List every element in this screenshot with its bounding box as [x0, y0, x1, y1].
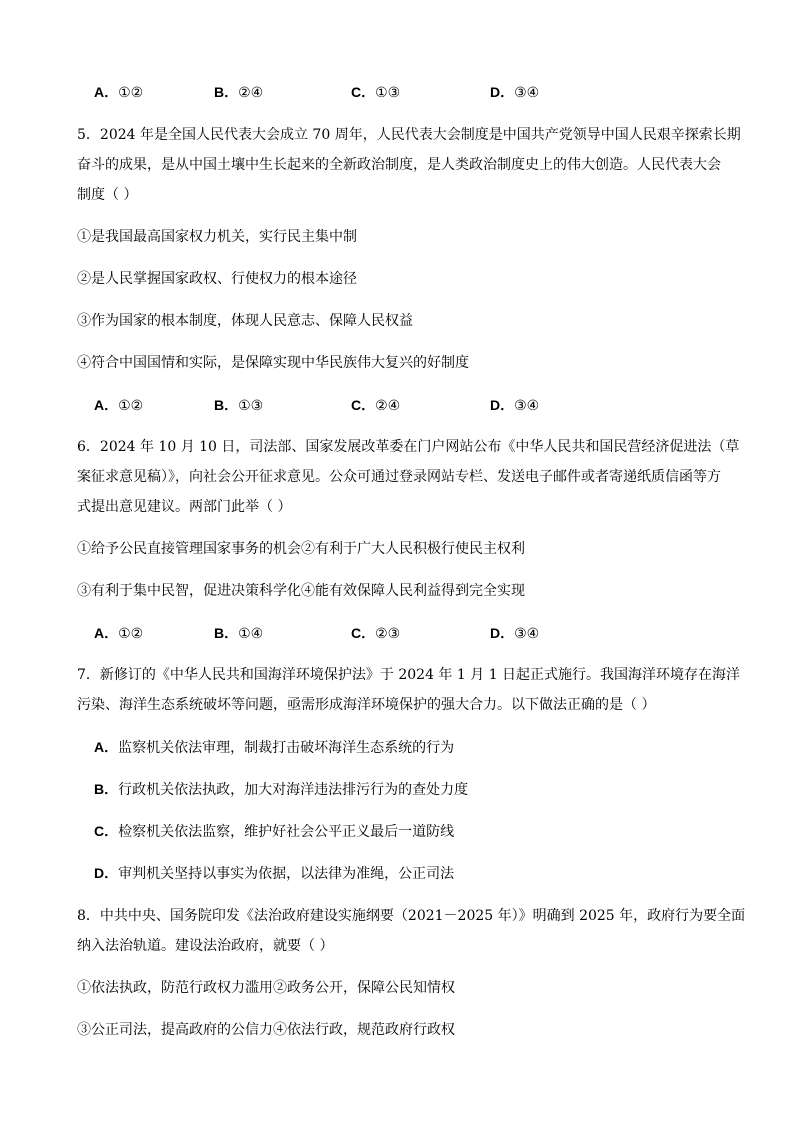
q4-option-d: D．③④	[490, 84, 540, 101]
q4-option-c: C．①③	[351, 84, 401, 101]
q7-stem-line: 污染、海洋生态系统破坏等问题，亟需形成海洋环境保护的强大合力。以下做法正确的是（ ）	[77, 697, 656, 713]
q7-choice-b: B．行政机关依法执政，加大对海洋违法排污行为的查处力度	[94, 781, 469, 798]
q7-choice-c: C．检察机关依法监察，维护好社会公平正义最后一道防线	[94, 823, 455, 840]
q6-option-c: C．②③	[351, 625, 401, 642]
q7-choice-a: A．监察机关依法审理，制裁打击破坏海洋生态系统的行为	[94, 739, 455, 756]
q8-stem-line: 纳入法治轨道。建设法治政府，就要（ ）	[77, 938, 334, 954]
q5-statement: ①是我国最高国家权力机关，实行民主集中制	[77, 229, 357, 245]
q6-stem-line: 式提出意见建议。两部门此举（ ）	[77, 499, 292, 515]
q6-option-d: D．③④	[490, 625, 540, 642]
q8-statement: ①依法执政，防范行政权力滥用②政务公开，保障公民知情权	[77, 980, 455, 996]
q4-option-b: B．②④	[214, 84, 264, 101]
q6-stem-line: 案征求意见稿）》，向社会公开征求意见。公众可通过登录网站专栏、发送电子邮件或者寄递纸质信函等方	[77, 469, 721, 485]
q5-stem-line: 奋斗的成果，是从中国土壤中生长起来的全新政治制度，是人类政治制度史上的伟大创造。人民代表大会	[77, 157, 721, 173]
q6-statement: ③有利于集中民智，促进决策科学化④能有效保障人民利益得到完全实现	[77, 583, 525, 599]
q5-option-c: C．②④	[351, 397, 401, 414]
q7-stem-line: 7．新修订的《中华人民共和国海洋环境保护法》于 2024 年 1 月 1 日起正式施行。我国海洋环境存在海洋	[77, 667, 741, 683]
q5-statement: ④符合中国国情和实际，是保障实现中华民族伟大复兴的好制度	[77, 355, 469, 371]
q5-option-a: A．①②	[94, 397, 144, 414]
q5-stem-line: 5．2024 年是全国人民代表大会成立 70 周年，人民代表大会制度是中国共产党领导中国人民艰辛探索长期	[77, 127, 741, 143]
q5-option-d: D．③④	[490, 397, 540, 414]
q6-statement: ①给予公民直接管理国家事务的机会②有利于广大人民积极行使民主权利	[77, 541, 525, 557]
q8-statement: ③公正司法，提高政府的公信力④依法行政，规范政府行政权	[77, 1022, 455, 1038]
q5-stem-line: 制度（ ）	[77, 187, 138, 203]
q6-option-a: A．①②	[94, 625, 144, 642]
q4-option-a: A．①②	[94, 84, 144, 101]
q5-option-b: B．①③	[214, 397, 264, 414]
q7-choice-d: D．审判机关坚持以事实为依据，以法律为准绳，公正司法	[94, 865, 455, 882]
q6-stem-line: 6．2024 年 10 月 10 日，司法部、国家发展改革委在门户网站公布《中华人民共和国民营经济促进法（草	[77, 439, 740, 455]
q5-statement: ②是人民掌握国家政权、行使权力的根本途径	[77, 271, 357, 287]
q6-option-b: B．①④	[214, 625, 264, 642]
q8-stem-line: 8．中共中央、国务院印发《法治政府建设实施纲要（2021－2025 年）》明确到 2025 年，政府行为要全面	[77, 908, 746, 924]
q5-statement: ③作为国家的根本制度，体现人民意志、保障人民权益	[77, 313, 413, 329]
